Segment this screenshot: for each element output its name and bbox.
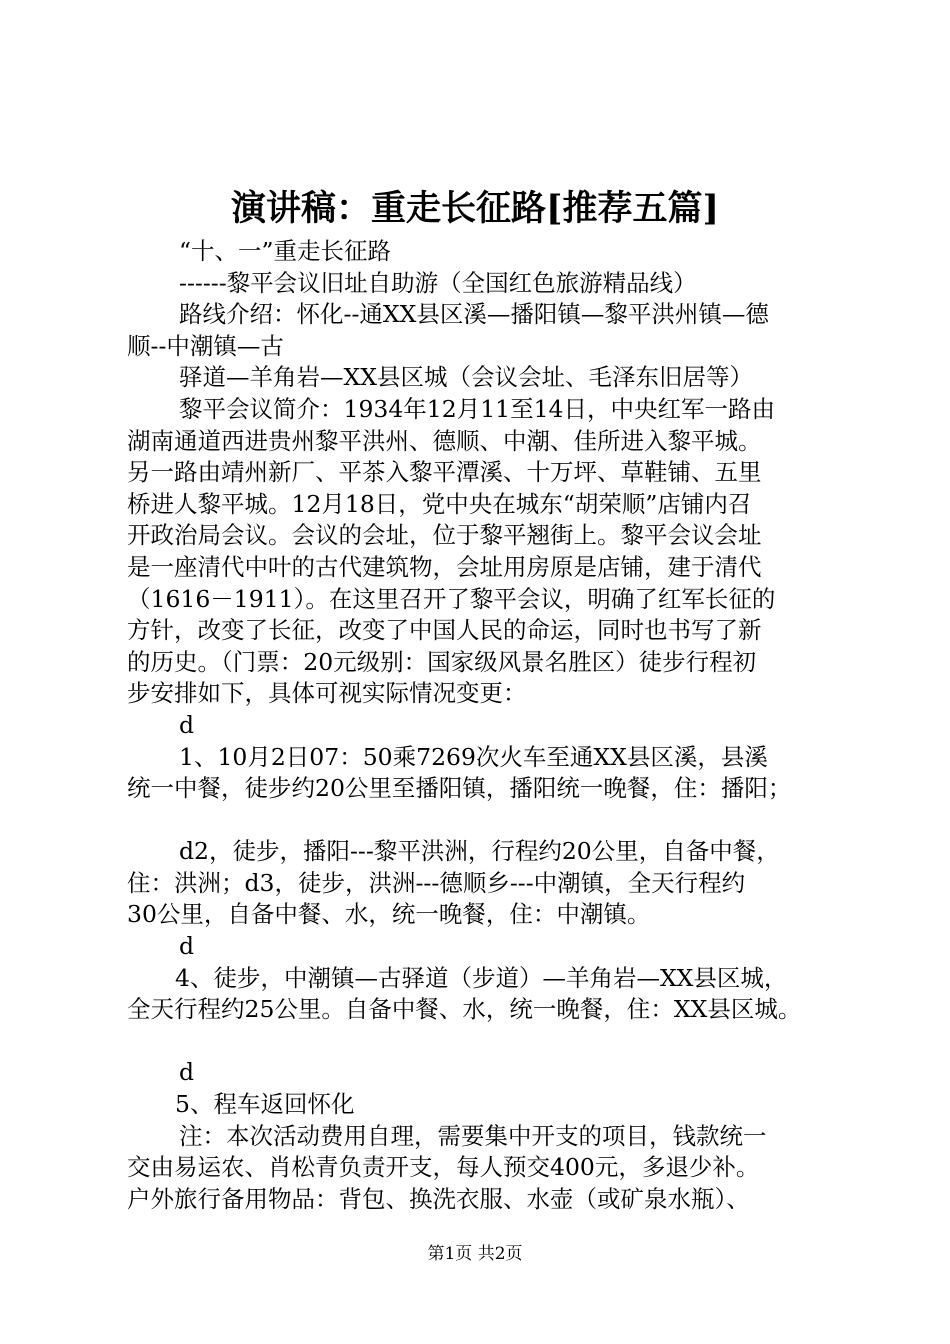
page-footer: 第1页 共2页 bbox=[427, 1244, 523, 1264]
blank-line bbox=[127, 1026, 847, 1058]
text-line: 另一路由靖州新厂、平茶入黎平潭溪、十万坪、草鞋铺、五里 bbox=[127, 458, 762, 487]
text-line: 步安排如下，具体可视实际情况变更： bbox=[127, 679, 527, 708]
text-line: 30公里，自备中餐、水，统一晚餐，住：中潮镇。 bbox=[127, 900, 651, 929]
text-line: “十、一”重走长征路 bbox=[179, 237, 392, 265]
text-line: ------黎平会议旧址自助游（全国红色旅游精品线） bbox=[179, 268, 697, 297]
text-line: 的历史。（门票：20元级别：国家级风景名胜区）徒步行程初 bbox=[127, 647, 757, 676]
text-line: 湖南通道西进贵州黎平洪州、德顺、中潮、佳所进入黎平城。 bbox=[127, 426, 762, 455]
blank-line bbox=[127, 805, 847, 837]
text-line: 4、徒步，中潮镇—古驿道（步道）—羊角岩—XX县区城， bbox=[175, 963, 788, 992]
text-line: 5、程车返回怀化 bbox=[175, 1090, 355, 1119]
text-line: 驿道—羊角岩—XX县区城（会议会址、毛泽东旧居等） bbox=[179, 363, 753, 392]
text-line: 1、10月2日07：50乘7269次火车至通XX县区溪，县溪 bbox=[179, 742, 768, 771]
text-line: 户外旅行备用物品：背包、换洗衣服、水壶（或矿泉水瓶）、 bbox=[127, 1184, 750, 1213]
text-line: d bbox=[179, 1058, 195, 1087]
text-line: d bbox=[179, 710, 195, 739]
text-line: d bbox=[179, 932, 195, 961]
document-title: 演讲稿：重走长征路[推荐五篇] bbox=[230, 188, 720, 229]
text-line: 开政治局会议。会议的会址，位于黎平翘街上。黎平会议会址 bbox=[127, 521, 762, 550]
text-line: 注：本次活动费用自理，需要集中开支的项目，钱款统一 bbox=[179, 1121, 767, 1150]
text-line: 桥进人黎平城。12月18日，党中央在城东“胡荣顺”店铺内召 bbox=[127, 489, 752, 518]
text-line: 顺--中潮镇—古 bbox=[127, 331, 284, 360]
document-body bbox=[127, 236, 847, 1215]
text-line: 统一中餐，徒步约20公里至播阳镇，播阳统一晚餐，住：播阳； bbox=[127, 774, 792, 803]
text-line: 黎平会议简介：1934年12月11至14日，中央红军一路由 bbox=[179, 394, 776, 423]
text-line: 全天行程约25公里。自备中餐、水，统一晚餐，住：XX县区城。 bbox=[127, 995, 802, 1024]
text-line: （1616－1911）。在这里召开了黎平会议，明确了红军长征的 bbox=[127, 584, 776, 613]
text-line: 交由易运农、肖松青负责开支，每人预交400元，多退少补。 bbox=[127, 1153, 760, 1182]
text-line: d2，徒步，播阳---黎平洪洲，行程约20公里，自备中餐， bbox=[179, 837, 780, 866]
text-line: 路线介绍：怀化--通XX县区溪—播阳镇—黎平洪州镇—德 bbox=[179, 300, 769, 329]
text-line: 是一座清代中叶的古代建筑物，会址用房原是店铺，建于清代 bbox=[127, 552, 762, 581]
text-line: 方针，改变了长征，改变了中国人民的命运，同时也书写了新 bbox=[127, 616, 762, 645]
text-line: 住：洪洲；d3，徒步，洪洲---德顺乡---中潮镇，全天行程约 bbox=[127, 868, 746, 897]
